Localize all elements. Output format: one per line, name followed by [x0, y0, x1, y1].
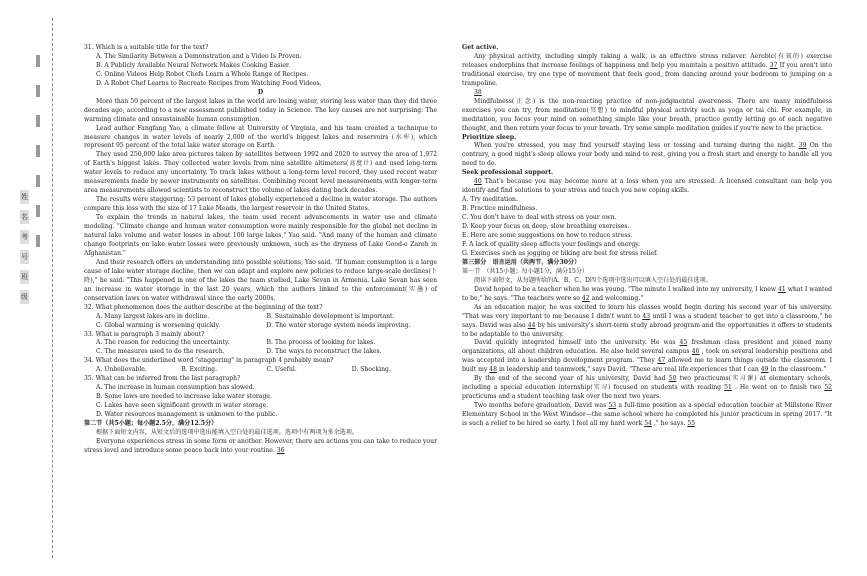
option: A. Unbelievable.	[96, 366, 147, 374]
passage-text: Everyone experiences stress in some form or another. However, there are actions you can take to reduce your stress level and introduce some peace back into your routine.	[84, 437, 437, 454]
blank-55: 55	[687, 420, 696, 428]
blank-42: 42	[581, 294, 590, 302]
blank-47: 47	[657, 357, 666, 365]
option: D. The ways to reconstruct the lakes.	[266, 348, 382, 356]
passage-text: On the contrary, a good night's sleep allows your body and mind to rest, giving you a fresh start and energy to handle all you need to do.	[462, 142, 833, 168]
cloze-text: ," he says.	[653, 420, 686, 428]
heading: Seek professional support.	[462, 169, 554, 177]
option-row	[84, 313, 437, 322]
passage-text: That's because you may become more at a loss when you are stressed. A licensed consultant can help you identify and find solutions to your stress and teach you new coping skills.	[462, 178, 833, 195]
option: G. Exercises such as jogging or biking are best for stress relief.	[462, 249, 659, 257]
info-label: 班	[20, 270, 29, 284]
heading: Get active.	[462, 44, 499, 51]
option: B. A Publicly Available Neural Network Makes Cooking Easier.	[96, 61, 291, 69]
question-33: 33. What is paragraph 3 mainly about?	[84, 330, 205, 338]
blank-51: 51	[724, 384, 732, 392]
cloze-text: , took on several leadership positions and was accepted into a leadership development program. "They	[462, 348, 833, 365]
option: A. The increase in human consumption has slowed.	[96, 384, 255, 392]
option: D. Shocking.	[351, 366, 391, 374]
cloze-paragraph	[462, 304, 832, 340]
cut-line	[52, 18, 53, 558]
blank-54: 54	[644, 420, 653, 428]
cloze-text: and welcoming."	[591, 294, 644, 302]
option: C. Global warming is worsening quickly.	[96, 321, 221, 329]
cloze-text: David hoped to be a teacher when he was young. "The minute I walked into my university, I knew	[474, 285, 777, 293]
section-title: 第二节（共5小题；每小题2.5分，满分12.5分）	[84, 420, 218, 428]
question-34: 34. What does the underlined word "staggering" in paragraph 4 probably mean?	[84, 357, 334, 365]
passage-paragraph	[462, 53, 832, 89]
cloze-text: As an education major, he was excited to learn his classes would begin during his second year of his university. "That was very important to me because I didn't want to	[462, 303, 832, 320]
blank-49: 49	[760, 366, 769, 374]
cloze-text: in the classroom."	[770, 366, 827, 374]
blank-line	[462, 89, 832, 98]
option-row	[84, 366, 437, 375]
cloze-text: Two months before graduation, David was	[474, 402, 607, 410]
left-column	[84, 44, 437, 456]
blank-52: 52	[824, 384, 833, 392]
heading: Prioritize sleep.	[462, 133, 517, 141]
passage-paragraph: To explain the trends in natural lakes, the team used recent advancements in water use and climate modeling. "Climate change and human water consumption were mainly responsible for the global net decline in natural lake volume and water losses in about 100 large lakes," Yao said. "And many of the human and climate change footprints on lake water losses were previously unknown, such as the dryness of Lake Good-e Zareh in Afghanistan."	[84, 214, 437, 257]
binding-margin	[0, 0, 62, 576]
blank-41: 41	[778, 285, 786, 293]
cloze-paragraph	[462, 286, 832, 304]
passage-text: When you're stressed, you may find yourself staying less or tossing and turning during the night.	[474, 142, 796, 150]
passage-paragraph: Lead author Fangfang Yao, a climate fellow at University of Virginia, and his team created a technique to measure changes in water levels of nearly 2,000 of the world's biggest lakes and reservoirs (水库), which represent 95 percent of the total lake water storage on Earth.	[84, 124, 437, 150]
option: C. Lakes have seen significant growth in water storage.	[96, 402, 269, 410]
option: A. The Similarity Between a Demonstration and a Video Is Proven.	[96, 52, 302, 60]
blank-48: 48	[489, 366, 498, 374]
option: B. Practice mindfulness.	[462, 205, 538, 213]
info-label: 号	[20, 250, 29, 264]
blank-39: 39	[798, 142, 807, 150]
binding-mark	[36, 235, 40, 247]
section-heading: D	[257, 88, 264, 96]
passage-paragraph	[84, 438, 437, 456]
cloze-text: David quickly integrated himself into the university. He was	[474, 339, 676, 347]
right-column	[462, 44, 832, 429]
passage-text: Any physical activity, including simply taking a walk, is an effective stress reliever. Aerobic(有氧的) exercise releases endorphins that increase feelings of happiness and help you maintain a positive attitude.	[462, 52, 832, 69]
binding-marks	[36, 55, 40, 247]
cloze-paragraph	[462, 339, 832, 375]
blank-53: 53	[608, 402, 617, 410]
option: C. Useful.	[266, 366, 297, 374]
option: B. The process of looking for lakes.	[266, 339, 376, 347]
binding-mark	[36, 55, 40, 67]
blank-36: 36	[276, 446, 285, 454]
cloze-text: by his university's short-term study abroad program and the opportunities it offers to students to be adaptable to the university.	[462, 321, 833, 338]
info-label: 考	[20, 230, 29, 244]
student-info-labels	[20, 190, 29, 304]
option-row	[84, 348, 437, 357]
passage-paragraph	[462, 142, 832, 169]
cloze-text: a full-time position as a special education teacher at Millstone River Elementary School in the West Windsor—the same school where he completed his junior practicum in spring 2017. "It is such a relief to be hired so early. I feel all my hard work	[462, 402, 832, 428]
cloze-text: until I was a student teacher to get into a classroom," he says. David was also	[462, 312, 833, 329]
cloze-text: two practicums(实习课) at elementary schools, including a special education internship(实习) focused on students with reading	[462, 375, 833, 392]
binding-mark	[36, 115, 40, 127]
binding-mark	[36, 85, 40, 97]
binding-mark	[36, 175, 40, 187]
blank-44: 44	[527, 321, 536, 329]
option: A. Many largest lakes are in decline.	[96, 312, 210, 320]
blank-50: 50	[668, 375, 677, 383]
blank-37: 37	[769, 61, 778, 69]
passage-paragraph: The results were staggering: 53 percent of lakes globally experienced a decline in water storage. The authors compare this loss with the size of 17 Lake Meads, the largest reservoir in the United States.	[84, 196, 437, 213]
option: A. Try meditation.	[462, 196, 518, 204]
cloze-paragraph	[462, 402, 832, 429]
option: D. A Robot Chef Learns to Recreate Recipes from Watching Food Videos.	[96, 79, 322, 87]
option: C. Online Videos Help Robot Chefs Learn a Whole Range of Recipes.	[96, 70, 309, 78]
cloze-text: what I wanted to be," he says. "The teachers were so	[462, 285, 832, 302]
passage-paragraph: More than 50 percent of the largest lakes in the world are losing water, storing less water than they did three decades ago, according to a new assessment published today in Science. The key causes are not surprising: The warming climate and unsustainable human consumption.	[84, 97, 437, 123]
option: D. Keep your focus on deep, slow breathing exercises.	[462, 223, 630, 231]
cloze-text: . He went on to finish two	[734, 384, 822, 392]
section-instructions: 根据下面短文内容，从短文后的选项中选出能填入空白处的最佳选项。选项中有两项为多余选项。	[96, 428, 359, 436]
option: B. Some laws are needed to increase lake water storage.	[96, 393, 272, 401]
cloze-paragraph	[462, 375, 832, 402]
question-31: 31. Which is a suitable title for the text?	[84, 44, 209, 51]
section-instructions: 阅读下面短文，从每题所给的A、B、C、D四个选项中选出可以填入空白处的最佳选项。	[474, 276, 712, 284]
blank-45: 45	[679, 339, 688, 347]
info-label: 姓	[20, 190, 29, 204]
option: B. Exciting.	[181, 366, 218, 374]
part-title: 第三部分 语言运用（共两节，满分30分）	[462, 258, 581, 266]
option: E. Here are some suggestions on how to reduce stress.	[462, 232, 633, 240]
option: C. You don't have to deal with stress on your own.	[462, 214, 617, 222]
cloze-text: allowed me to learn things outside the classroom. I built my	[462, 357, 833, 374]
blank-43: 43	[642, 312, 651, 320]
question-32: 32. What phenomenon does the author describe at the beginning of the text?	[84, 303, 323, 311]
passage-text: If you aren't into traditional exercise, try one type of movement that feels good, from dancing around your bedroom to jumping on a trampoline.	[462, 61, 833, 87]
option-row	[84, 339, 437, 348]
section-title: 第一节 （共15小题；每小题1分，满分15分）	[462, 267, 589, 275]
option: B. Sustainable development is important.	[266, 312, 395, 320]
info-label: 级	[20, 290, 29, 304]
cloze-text: practicums and a student teaching task over the next two years.	[462, 393, 662, 401]
cloze-text: freshman class president and joined many organizations, all about children education. He also held several campus	[462, 339, 832, 356]
question-35: 35. What can be inferred from the last paragraph?	[84, 375, 241, 383]
cloze-text: in leadership and teamwork," says David. "These are real life experiences that I can	[498, 366, 759, 374]
option: A. The reason for reducing the uncertainty.	[96, 339, 230, 347]
option: F. A lack of quality sleep affects your feelings and energy.	[462, 240, 640, 248]
passage-paragraph: And their research offers an understanding into possible solutions, Yao said. "If human consumption is a large cause of lake water storage decline, then we can adapt and explore new policies to reduce large-scale declines(下降)," he said. "This happened in one of the lakes the team studied, Lake Sevan in Armenia. Lake Sevan has seen an increase in water storage in the last 20 years, which the authors linked to the enforcement(实施) of conservation laws on water withdrawal since the early 2000s.	[84, 258, 437, 302]
binding-mark	[36, 145, 40, 157]
blank-40: 40	[474, 178, 482, 186]
option: D. The water storage system needs improving.	[266, 321, 411, 329]
option: D. Water resources management is unknown to the public.	[96, 411, 278, 419]
cloze-text: By the end of the second year of his university, David had	[474, 375, 666, 383]
info-label: 名	[20, 210, 29, 224]
passage-paragraph: Mindfulness(正念) is the non-reacting practice of non-judgmental awareness. There are many mindfulness exercises you can try, from meditation(冥想) to mindful physical activity such as yoga or tai chi. For example, in meditation, you focus your mind on something simple like your breath, practice gently letting go of each negative thought, and then return your focus to your breath. Try some simple meditation guides if you're new to the practice.	[462, 97, 832, 132]
blank-46: 46	[691, 348, 700, 356]
option: C. The measures used to do the research.	[96, 348, 225, 356]
passage-paragraph: They used 250,000 lake area pictures taken by satellites between 1992 and 2020 to survey the area of 1,972 of Earth's biggest lakes. They collected water levels from nine satellite altimeters(高度计) and used long-term water levels to reduce any uncertainty. To track lakes without a long-term level record, they used recent water measurements made by newer instruments on satellites. Combining recent level measurements with longer-term area measurements allowed scientists to reconstruct the volume of lakes dating back decades.	[84, 151, 437, 195]
option-row	[84, 322, 437, 331]
binding-mark	[36, 205, 40, 217]
passage-paragraph	[462, 178, 832, 196]
blank-38: 38	[474, 88, 482, 96]
